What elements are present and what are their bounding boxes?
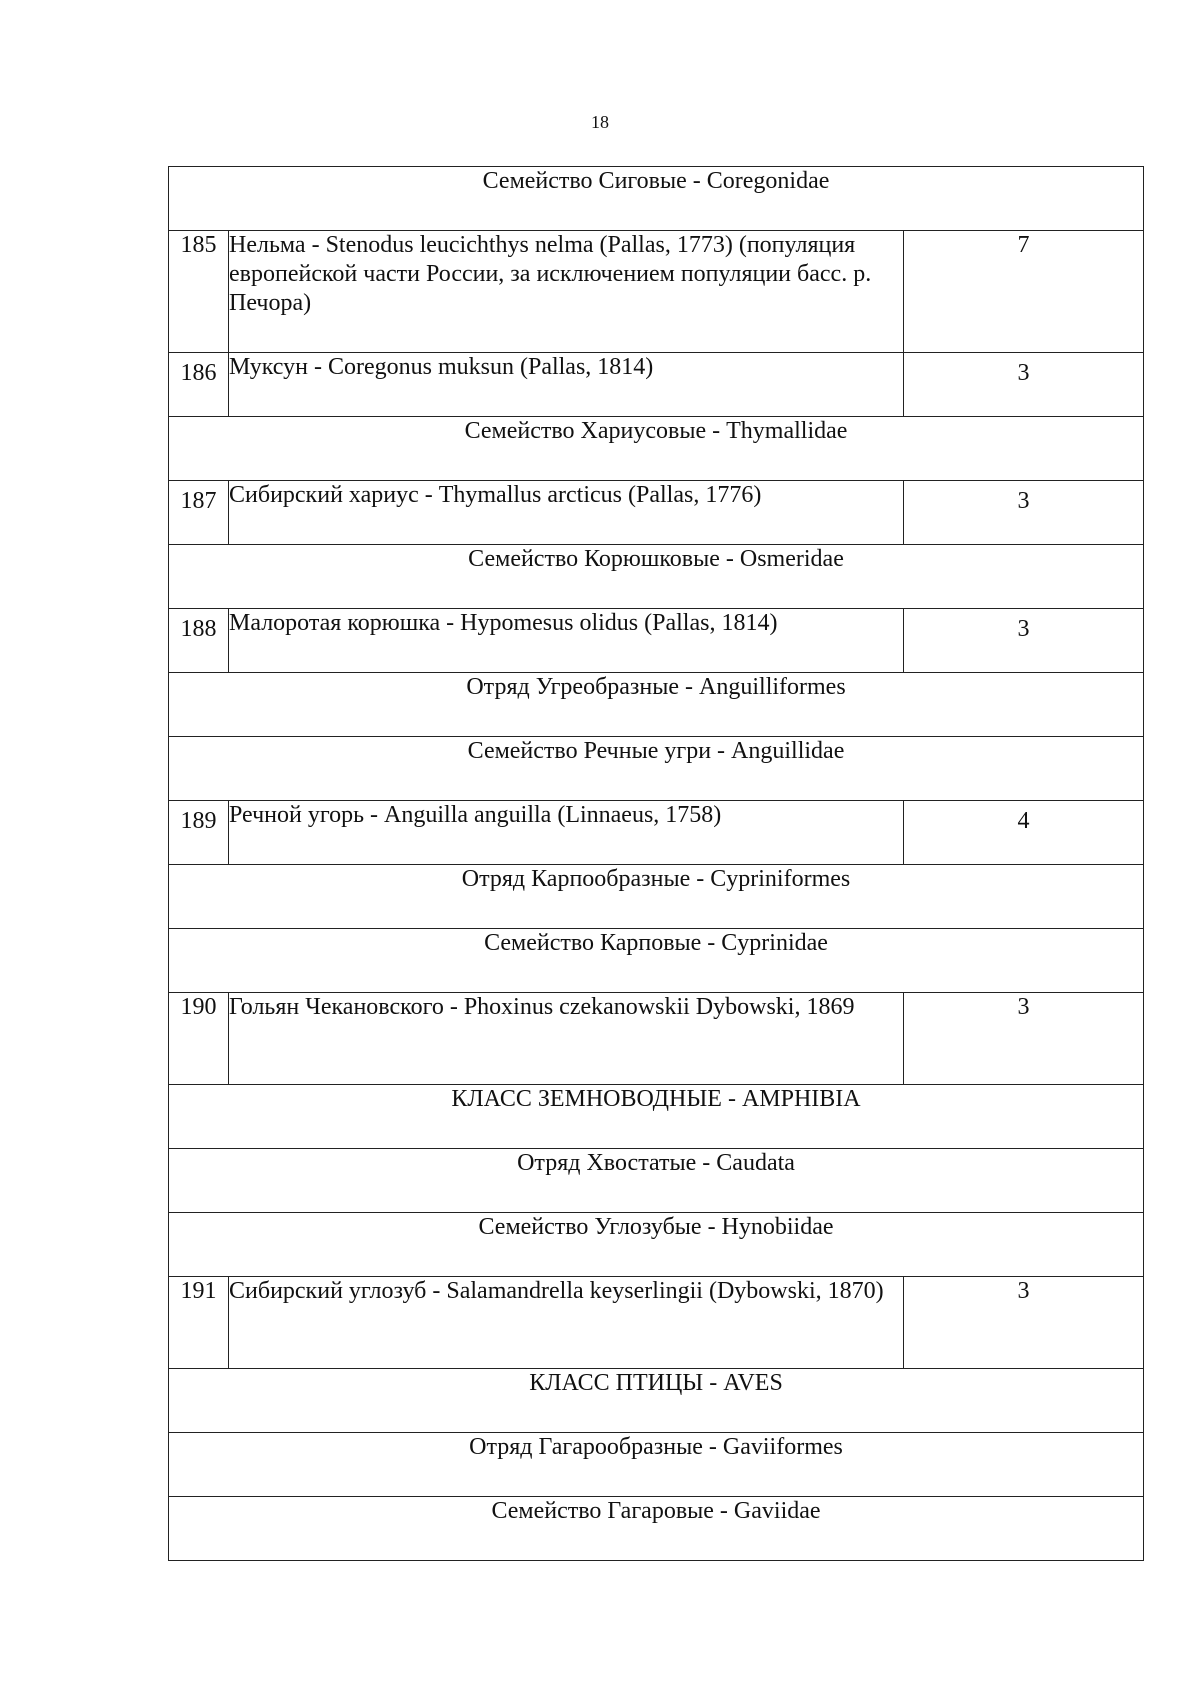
entry-number: 190 (169, 993, 229, 1085)
species-name: Гольян Чекановского - Phoxinus czekanowskii Dybowski, 1869 (229, 993, 904, 1085)
section-header: Семейство Хариусовые - Thymallidae (169, 417, 1144, 481)
table-row (169, 1277, 1144, 1369)
table-row (169, 929, 1144, 993)
entry-number: 185 (169, 231, 229, 353)
species-name: Речной угорь - Anguilla anguilla (Linnaeus, 1758) (229, 801, 904, 865)
section-header: Отряд Карпообразные - Cypriniformes (169, 865, 1144, 929)
table-row (169, 801, 1144, 865)
page-number: 18 (591, 112, 609, 132)
category-value: 4 (904, 801, 1144, 865)
entry-number: 186 (169, 353, 229, 417)
category-value: 3 (904, 993, 1144, 1085)
table-row (169, 737, 1144, 801)
table-row (169, 1369, 1144, 1433)
table-row (169, 673, 1144, 737)
species-name: Сибирский хариус - Thymallus arcticus (Pallas, 1776) (229, 481, 904, 545)
table-row (169, 353, 1144, 417)
table-row (169, 1433, 1144, 1497)
table-row (169, 865, 1144, 929)
table-row (169, 231, 1144, 353)
section-header: Отряд Угреобразные - Anguilliformes (169, 673, 1144, 737)
table-row (169, 481, 1144, 545)
table-row (169, 417, 1144, 481)
table-row (169, 1085, 1144, 1149)
table-row (169, 1497, 1144, 1561)
section-header: Семейство Карповые - Cyprinidae (169, 929, 1144, 993)
section-header: Семейство Гагаровые - Gaviidae (169, 1497, 1144, 1561)
section-header: КЛАСС ПТИЦЫ - AVES (169, 1369, 1144, 1433)
table-row (169, 167, 1144, 231)
entry-number: 189 (169, 801, 229, 865)
section-header: Отряд Хвостатые - Caudata (169, 1149, 1144, 1213)
table-row (169, 1149, 1144, 1213)
category-value: 3 (904, 353, 1144, 417)
table-row (169, 1213, 1144, 1277)
category-value: 3 (904, 481, 1144, 545)
section-header: КЛАСС ЗЕМНОВОДНЫЕ - AMPHIBIA (169, 1085, 1144, 1149)
entry-number: 191 (169, 1277, 229, 1369)
section-header: Семейство Углозубые - Hynobiidae (169, 1213, 1144, 1277)
species-name: Малоротая корюшка - Hypomesus olidus (Pallas, 1814) (229, 609, 904, 673)
species-name: Муксун - Coregonus muksun (Pallas, 1814) (229, 353, 904, 417)
category-value: 3 (904, 609, 1144, 673)
species-table (168, 166, 1144, 1561)
section-header: Семейство Сиговые - Coregonidae (169, 167, 1144, 231)
species-name: Нельма - Stenodus leucichthys nelma (Pallas, 1773) (популяция европейской части России, за исключением популяции басс. р. Печора) (229, 231, 904, 353)
entry-number: 188 (169, 609, 229, 673)
category-value: 3 (904, 1277, 1144, 1369)
section-header: Отряд Гагарообразные - Gaviiformes (169, 1433, 1144, 1497)
section-header: Семейство Речные угри - Anguillidae (169, 737, 1144, 801)
species-name: Сибирский углозуб - Salamandrella keyserlingii (Dybowski, 1870) (229, 1277, 904, 1369)
table-row (169, 545, 1144, 609)
section-header: Семейство Корюшковые - Osmeridae (169, 545, 1144, 609)
table-row (169, 609, 1144, 673)
category-value: 7 (904, 231, 1144, 353)
entry-number: 187 (169, 481, 229, 545)
table-row (169, 993, 1144, 1085)
